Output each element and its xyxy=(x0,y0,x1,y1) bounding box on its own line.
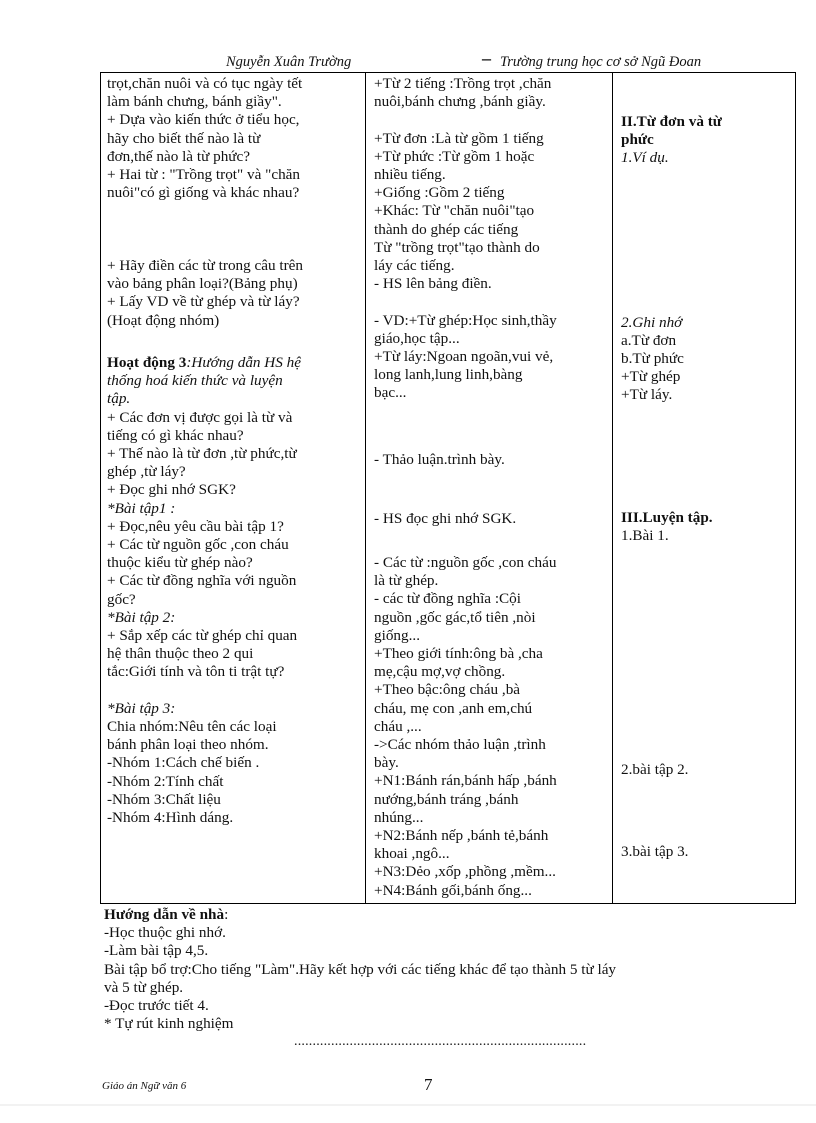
text-line: +Từ đơn :Là từ gồm 1 tiếng xyxy=(374,129,544,147)
school-name: Trường trung học cơ sở Ngũ Đoan xyxy=(500,54,702,70)
example-label: 1.Ví dụ. xyxy=(621,149,669,167)
text-line: bạc... xyxy=(374,384,407,402)
text-line: -Nhóm 2:Tính chất xyxy=(107,772,224,790)
text-line: khoai ,ngô... xyxy=(374,845,450,863)
lesson-table xyxy=(100,72,796,904)
student-activity-column xyxy=(366,73,613,904)
remember-label: 2.Ghi nhớ xyxy=(621,313,683,331)
text-line: nuôi,bánh chưng ,bánh giầy. xyxy=(374,93,546,111)
text-line: thuộc kiểu từ ghép nào? xyxy=(107,554,253,572)
exercise-1-item: 1.Bài 1. xyxy=(621,526,669,544)
text-line: nhúng... xyxy=(374,808,424,826)
exercise-2-item: 2.bài tập 2. xyxy=(621,761,689,779)
author-name: Nguyễn Xuân Trường xyxy=(226,54,352,70)
text-line: -Nhóm 3:Chất liệu xyxy=(107,790,221,808)
text-line: láy các tiếng. xyxy=(374,257,455,275)
text-line: nguồn ,gốc gác,tổ tiên ,nòi xyxy=(374,608,536,626)
text-line: +Khác: Từ "chăn nuôi"tạo xyxy=(374,202,535,220)
text-line: và 5 từ ghép. xyxy=(104,978,184,996)
text-line: -Làm bài tập 4,5. xyxy=(104,942,209,960)
text-line: ghép ,từ láy? xyxy=(107,463,186,481)
text-line: vào bảng phân loại?(Bảng phụ) xyxy=(107,275,298,293)
text-line: cháu, mẹ con ,anh em,chú xyxy=(374,699,533,717)
text-line: + Dựa vào kiến thức ở tiểu học, xyxy=(107,111,300,129)
text-line: thành do ghép các tiếng xyxy=(374,220,519,238)
text-line: * Tự rút kinh nghiệm xyxy=(104,1015,234,1033)
text-line: tiếng có gì khác nhau? xyxy=(107,426,244,444)
text-line: trọt,chăn nuôi và có tục ngày tết xyxy=(107,75,303,92)
text-line: +N4:Bánh gối,bánh ống... xyxy=(374,881,532,899)
text-line: đơn,thế nào là từ phức? xyxy=(107,147,250,165)
text-line: ->Các nhóm thảo luận ,trình xyxy=(374,736,546,754)
text-line: long lanh,lung linh,bàng xyxy=(374,366,523,384)
text-line: - các từ đồng nghĩa :Cội xyxy=(374,590,521,608)
text-line: hãy cho biết thế nào là từ xyxy=(107,129,261,147)
text-line: - VD:+Từ ghép:Học sinh,thầy xyxy=(374,311,557,329)
text-line: -Nhóm 4:Hình dáng. xyxy=(107,809,234,827)
text-line: +Giống :Gồm 2 tiếng xyxy=(374,184,505,202)
section-ii-heading: II.Từ đơn và từ xyxy=(621,113,722,130)
text-line: -Đọc trước tiết 4. xyxy=(104,997,209,1015)
text-line: - Thảo luận.trình bày. xyxy=(374,451,505,469)
page-bottom-divider xyxy=(0,1104,816,1106)
exercise-3-item: 3.bài tập 3. xyxy=(621,843,689,861)
section-ii-heading-cont: phức xyxy=(621,131,654,149)
text-line: Bài tập bổ trợ:Cho tiếng "Làm".Hãy kết hợp với các tiếng khác để tạo thành 5 từ láy xyxy=(104,960,617,978)
text-line: + Lấy VD về từ ghép và từ láy? xyxy=(107,293,300,311)
text-line: +Từ ghép xyxy=(621,368,681,386)
text-line: cháu ,... xyxy=(374,717,422,735)
text-line: thống hoá kiến thức và luyện xyxy=(107,372,283,390)
text-line: tập. xyxy=(107,390,131,408)
text-line: +N3:Dẻo ,xốp ,phồng ,mềm... xyxy=(374,863,556,881)
dotted-separator: ............................................................................... xyxy=(294,1034,587,1049)
text-line: +Từ phức :Từ gồm 1 hoặc xyxy=(374,147,535,165)
text-line: mẹ,cậu mợ,vợ chồng. xyxy=(374,663,506,681)
exercise-3-label: *Bài tập 3: xyxy=(107,699,176,717)
text-line: hệ thân thuộc theo 2 qui xyxy=(107,645,254,663)
text-line: +N1:Bánh rán,bánh hấp ,bánh xyxy=(374,772,557,790)
text-line: gốc? xyxy=(107,590,136,608)
text-line: + Hãy điền các từ trong câu trên xyxy=(107,257,304,274)
text-line: giáo,học tập... xyxy=(374,329,460,347)
text-line: +N2:Bánh nếp ,bánh tẻ,bánh xyxy=(374,827,549,845)
text-line: -Nhóm 1:Cách chế biến . xyxy=(107,754,260,772)
text-line: bánh phân loại theo nhóm. xyxy=(107,736,269,754)
text-line: -Học thuộc ghi nhớ. xyxy=(104,924,226,942)
exercise-1-label: *Bài tập1 : xyxy=(107,499,176,517)
text-line: nướng,bánh tráng ,bánh xyxy=(374,790,519,808)
activity-3-heading: Hoạt động 3:Hướng dẫn HS hệ xyxy=(107,354,301,371)
footer-title: Giáo án Ngữ văn 6 xyxy=(102,1080,187,1092)
text-line: + Sắp xếp các từ ghép chỉ quan xyxy=(107,627,298,645)
text-line: (Hoạt động nhóm) xyxy=(107,311,220,329)
text-line: + Các từ đồng nghĩa với nguồn xyxy=(107,572,297,590)
text-line: + Thế nào là từ đơn ,từ phức,từ xyxy=(107,445,297,463)
text-line: +Từ 2 tiếng :Trồng trọt ,chăn xyxy=(374,75,552,92)
page-number: 7 xyxy=(424,1075,433,1094)
text-line: - Các từ :nguồn gốc ,con cháu xyxy=(374,554,557,571)
content-column xyxy=(613,73,796,904)
text-line: làm bánh chưng, bánh giầy". xyxy=(107,93,282,111)
text-line: +Từ láy:Ngoan ngoãn,vui vẻ, xyxy=(374,348,554,366)
text-line: - HS lên bảng điền. xyxy=(374,275,492,293)
text-line: b.Từ phức xyxy=(621,350,684,368)
text-line: + Các đơn vị được gọi là từ và xyxy=(107,408,293,426)
text-line: +Từ láy. xyxy=(621,386,673,404)
text-line: a.Từ đơn xyxy=(621,331,677,349)
page-header xyxy=(100,48,795,72)
homework-section xyxy=(104,906,794,1033)
text-line: là từ ghép. xyxy=(374,572,439,590)
text-line: + Đọc,nêu yêu cầu bài tập 1? xyxy=(107,517,284,535)
text-line: + Hai từ : "Trồng trọt" và "chăn xyxy=(107,166,301,184)
text-line: Từ "trồng trọt"tạo thành do xyxy=(374,238,540,256)
text-line: - HS đọc ghi nhớ SGK. xyxy=(374,509,517,527)
text-line: tắc:Giới tính và tôn ti trật tự? xyxy=(107,663,285,681)
text-line: Chia nhóm:Nêu tên các loại xyxy=(107,718,277,736)
text-line: + Đọc ghi nhớ SGK? xyxy=(107,481,236,499)
text-line: + Các từ nguồn gốc ,con cháu xyxy=(107,536,289,554)
homework-title: Hướng dẫn về nhà: xyxy=(104,906,229,923)
exercise-2-label: *Bài tập 2: xyxy=(107,608,176,626)
text-line: +Theo giới tính:ông bà ,cha xyxy=(374,645,543,663)
text-line: +Theo bậc:ông cháu ,bà xyxy=(374,681,521,699)
text-line: bày. xyxy=(374,754,399,772)
text-line: giống... xyxy=(374,626,420,644)
text-line: nuôi"có gì giống và khác nhau? xyxy=(107,184,300,202)
section-iii-heading: III.Luyện tập. xyxy=(621,508,713,526)
teacher-activity-column xyxy=(101,73,366,904)
text-line: nhiều tiếng. xyxy=(374,166,446,183)
header-dash: – xyxy=(482,48,491,68)
